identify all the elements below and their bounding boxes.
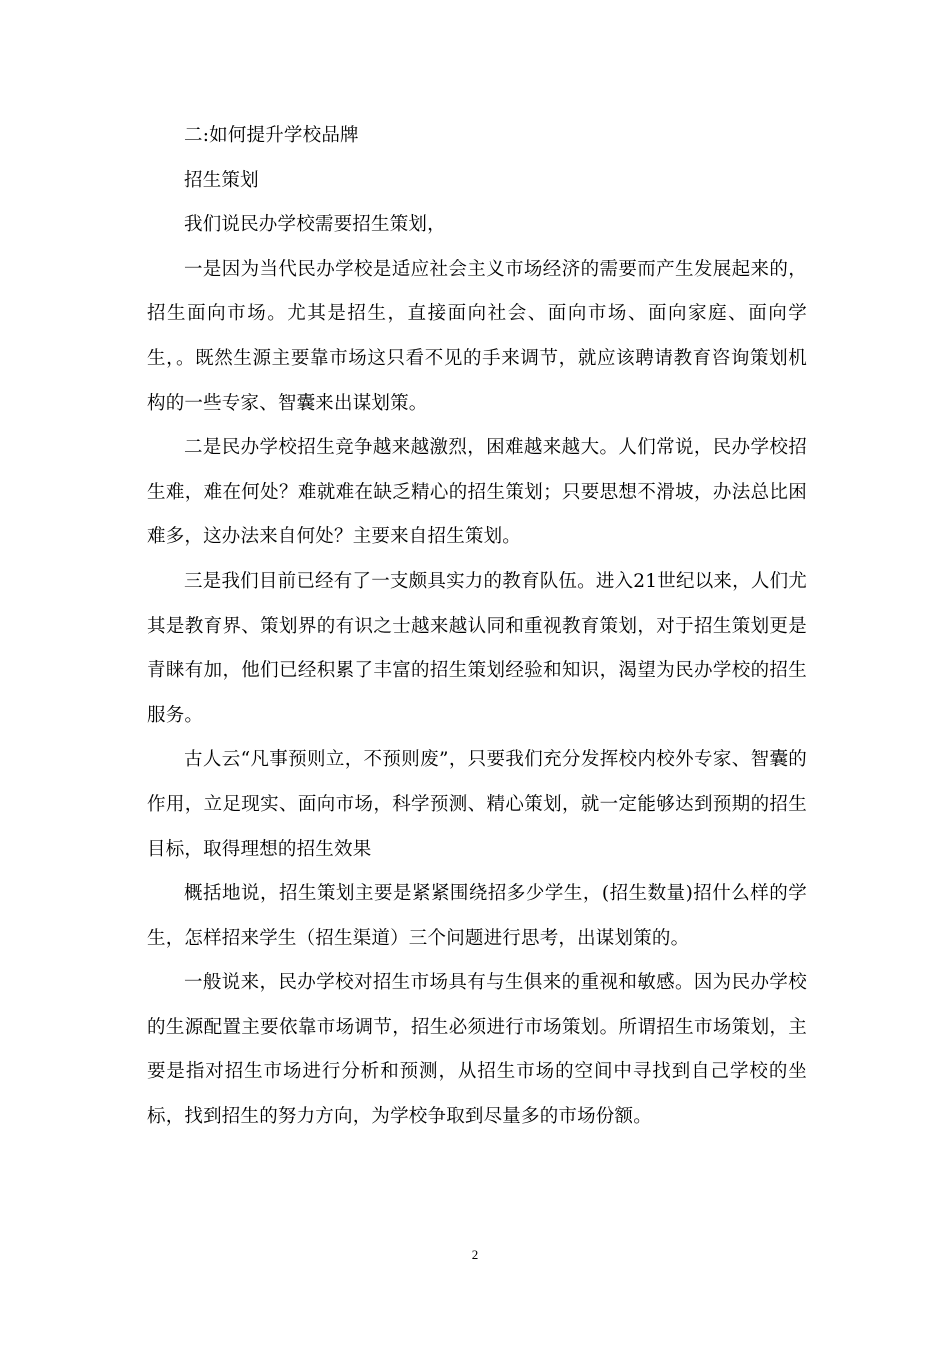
paragraph: 古人云“凡事预则立，不预则废”，只要我们充分发挥校内校外专家、智囊的作用，立足现实、面向市场，科学预测、精心策划，就一定能够达到预期的招生目标，取得理想的招生效果	[147, 749, 807, 860]
paragraph: 一般说来，民办学校对招生市场具有与生俱来的重视和敏感。因为民办学校的生源配置主要依靠市场调节，招生必须进行市场策划。所谓招生市场策划，主要是指对招生市场进行分析和预测，从招生市场的空间中寻找到自己学校的坐标，找到招生的努力方向，为学校争取到尽量多的市场份额。	[147, 972, 807, 1128]
paragraph: 我们说民办学校需要招生策划，	[184, 214, 446, 236]
body-text	[147, 114, 807, 1140]
subheading: 招生策划	[184, 169, 259, 191]
paragraph: 一是因为当代民办学校是适应社会主义市场经济的需要而产生发展起来的，招生面向市场。尤其是招生，直接面向社会、面向市场、面向家庭、面向学生，。既然生源主要靠市场这只看不见的手来调节，就应该聘请教育咨询策划机构的一些专家、智囊来出谋划策。	[147, 258, 807, 414]
paragraph: 三是我们目前已经有了一支颇具实力的教育队伍。进入21世纪以来，人们尤其是教育界、策划界的有识之士越来越认同和重视教育策划，对于招生策划更是青睐有加，他们已经积累了丰富的招生策划经验和知识，渴望为民办学校的招生服务。	[147, 570, 807, 726]
paragraph: 二是民办学校招生竞争越来越激烈，困难越来越大。人们常说，民办学校招生难，难在何处？难就难在缺乏精心的招生策划；只要思想不滑坡，办法总比困难多，这办法来自何处？主要来自招生策划。	[147, 437, 807, 548]
page-number: 2	[471, 1247, 479, 1262]
paragraph: 概括地说，招生策划主要是紧紧围绕招多少学生，(招生数量)招什么样的学生，怎样招来学生（招生渠道）三个问题进行思考，出谋划策的。	[147, 883, 807, 949]
section-heading: 二:如何提升学校品牌	[184, 125, 359, 146]
